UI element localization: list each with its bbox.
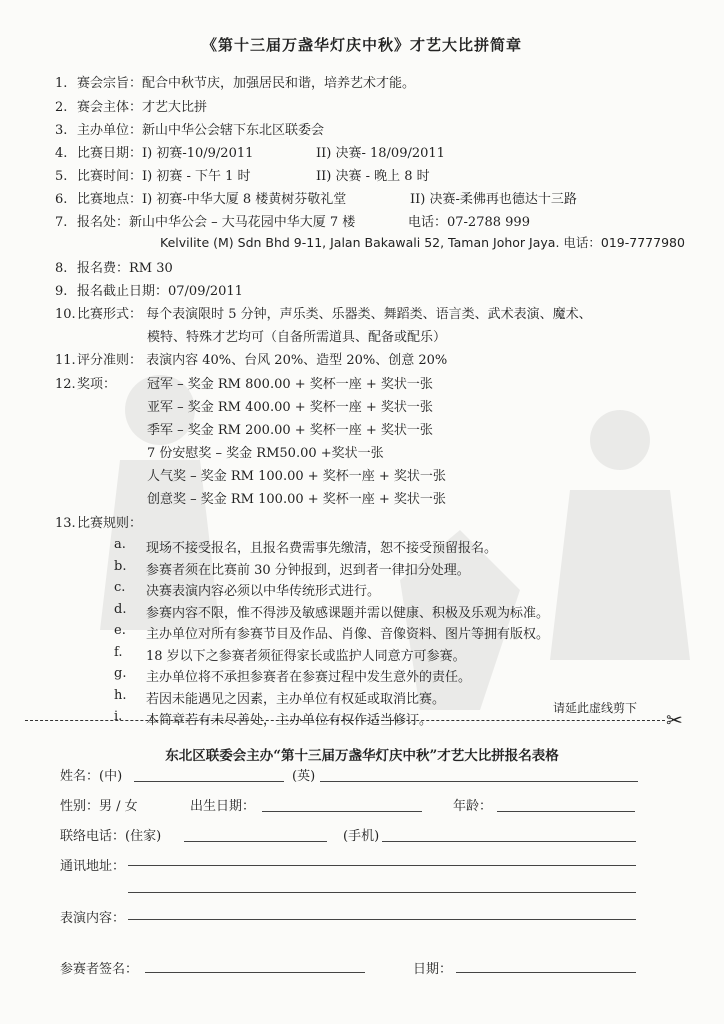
birth-label: 出生日期： [190, 799, 256, 814]
prize-creative: 创意奖 – 奖金 RM 100.00 + 奖杯一座 + 奖状一张 [147, 492, 446, 507]
name-en-field[interactable] [320, 781, 638, 782]
item-fee: 8. 报名费：RM 30 [55, 261, 173, 276]
phone-home-label: 联络电话：(住家) [60, 829, 162, 844]
signature-field[interactable] [145, 972, 365, 973]
item-dates-final: II) 决赛- 18/09/2011 [316, 146, 445, 161]
item-judging: 11.评分准则： 表演内容 40%、台风 20%、造型 20%、创意 20% [55, 353, 448, 368]
address-field-line-2[interactable] [128, 892, 636, 893]
rule-item: g. 主办单位将不承担参赛者在参赛过程中发生意外的责任。 [114, 666, 472, 685]
page-title: 《第十三届万盏华灯庆中秋》才艺大比拼简章 [201, 36, 522, 54]
form-title: 东北区联委会主办“第十三届万盏华灯庆中秋”才艺大比拼报名表格 [165, 748, 559, 764]
name-en-label: (英) [292, 769, 316, 784]
item-venue: 6. 比赛地点：I) 初赛-中华大厦 8 楼黄树芬敬礼堂 [55, 192, 347, 207]
item-prizes-heading: 12.奖项： [55, 377, 117, 392]
rule-item: f. 18 岁以下之参赛者须征得家长或监护人同意方可参赛。 [114, 644, 466, 664]
prize-runner-up: 亚军 – 奖金 RM 400.00 + 奖杯一座 + 奖状一张 [147, 400, 433, 415]
item-format-cont: 模特、特殊才艺均可（自备所需道具、配备或配乐） [147, 330, 447, 345]
prize-champion: 冠军 – 奖金 RM 800.00 + 奖杯一座 + 奖状一张 [147, 377, 433, 392]
phone-mobile-field[interactable] [382, 841, 636, 842]
name-cn-label: 姓名：(中) [60, 769, 123, 784]
item-registration-phone: 电话：07-2788 999 [408, 215, 530, 230]
cut-instruction: 请延此虚线剪下 [553, 701, 638, 715]
item-times: 5. 比赛时间：I) 初赛 - 下午 1 时 [55, 169, 251, 184]
item-venue-final: II) 决赛-柔佛再也德达十三路 [410, 192, 577, 207]
phone-mobile-label: (手机) [343, 829, 380, 844]
prize-third: 季军 – 奖金 RM 200.00 + 奖杯一座 + 奖状一张 [147, 423, 433, 438]
date-field[interactable] [456, 972, 636, 973]
age-field[interactable] [497, 811, 635, 812]
phone-home-field[interactable] [184, 841, 327, 842]
rule-item: e. 主办单位对所有参赛节目及作品、肖像、音像资料、图片等拥有版权。 [114, 623, 550, 642]
rule-item: b. 参赛者须在比赛前 30 分钟报到，迟到者一律扣分处理。 [114, 558, 470, 578]
item-purpose: 1. 赛会宗旨：配合中秋节庆，加强居民和谐，培养艺术才能。 [55, 76, 416, 91]
item-organizer: 3. 主办单位：新山中华公会辖下东北区联委会 [55, 123, 325, 138]
rule-item: c. 决赛表演内容必须以中华传统形式进行。 [114, 580, 381, 599]
rule-item: i. 本简章若有未尽善处，主办单位有权作适当修订。 [114, 709, 433, 728]
item-times-final: II) 决赛 - 晚上 8 时 [316, 169, 430, 184]
performance-field[interactable] [128, 919, 636, 920]
name-cn-field[interactable] [134, 781, 284, 782]
item-registration: 7. 报名处：新山中华公会 – 大马花园中华大厦 7 楼 [55, 215, 356, 230]
scissors-icon: ✂ [666, 708, 683, 732]
signature-label: 参赛者签名： [60, 962, 139, 977]
item-dates: 4. 比赛日期：I) 初赛-10/9/2011 [55, 146, 254, 161]
item-deadline: 9. 报名截止日期：07/09/2011 [55, 284, 243, 299]
item-rules-heading: 13.比赛规则： [55, 516, 143, 531]
item-theme: 2. 赛会主体：才艺大比拼 [55, 100, 208, 115]
gender-label: 性别：男 / 女 [60, 799, 138, 814]
birth-field[interactable] [262, 811, 422, 812]
prize-popular: 人气奖 – 奖金 RM 100.00 + 奖杯一座 + 奖状一张 [147, 469, 446, 484]
prize-consolation: 7 份安慰奖 – 奖金 RM50.00 +奖状一张 [147, 446, 384, 461]
item-registration-address: Kelvilite (M) Sdn Bhd 9-11, Jalan Bakawali 52, Taman Johor Jaya. 电话：019-7777980 [160, 235, 685, 250]
address-field-line-1[interactable] [128, 865, 636, 866]
address-label: 通讯地址： [60, 859, 126, 874]
date-label: 日期： [413, 962, 453, 977]
rule-item: a. 现场不接受报名，且报名费需事先缴清，恕不接受预留报名。 [114, 537, 498, 556]
age-label: 年龄： [453, 799, 493, 814]
item-format: 10.比赛形式： 每个表演限时 5 分钟，声乐类、乐器类、舞蹈类、语言类、武术表演、魔术、 [55, 307, 592, 322]
performance-label: 表演内容： [60, 911, 126, 926]
rule-item: h. 若因未能遇见之因素，主办单位有权延或取消比赛。 [114, 687, 446, 707]
rule-item: d. 参赛内容不限，惟不得涉及敏感课题并需以健康、积极及乐观为标准。 [114, 601, 550, 621]
